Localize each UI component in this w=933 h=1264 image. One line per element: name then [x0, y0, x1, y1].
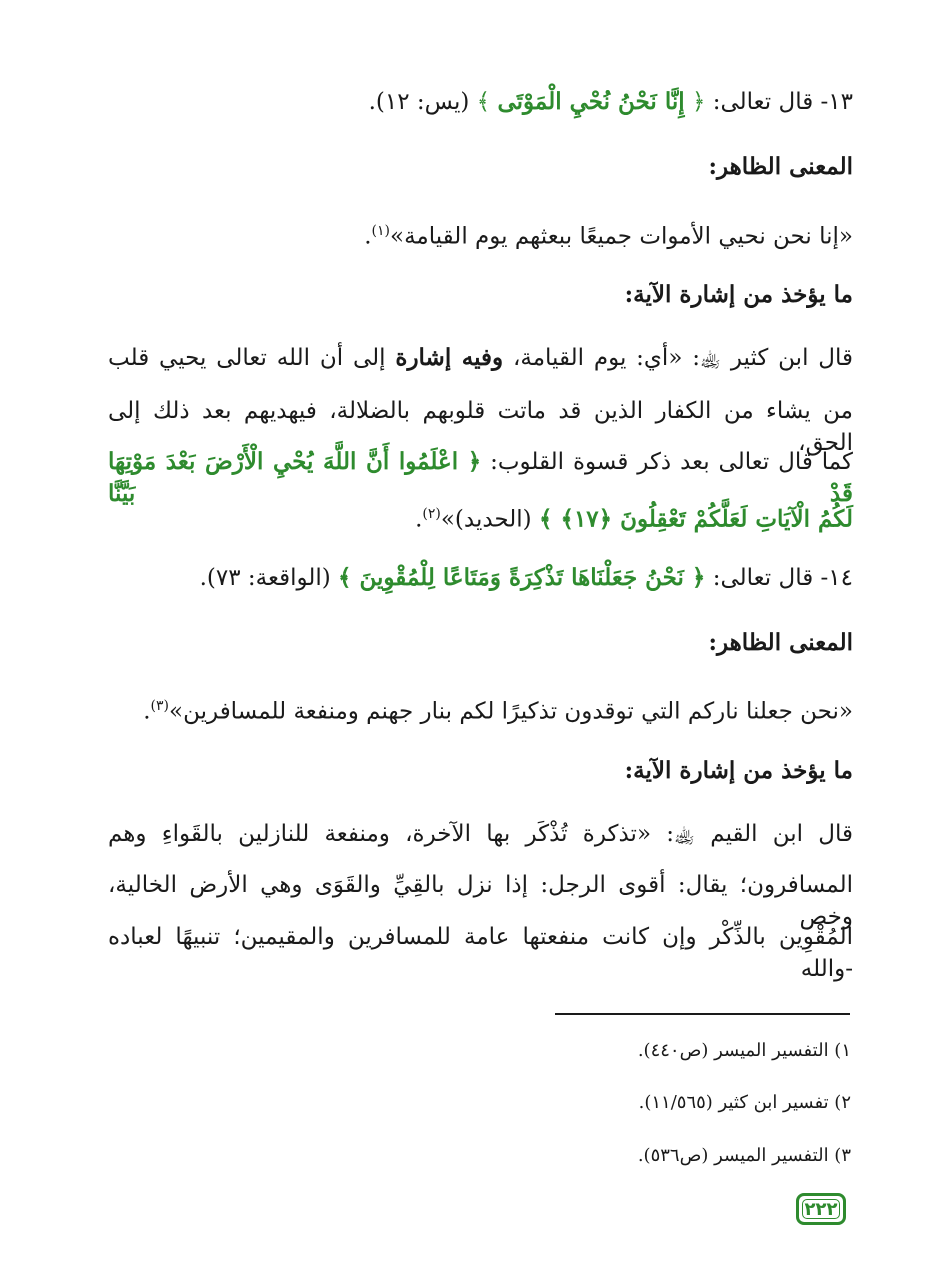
ayah-14-reference: (الواقعة: ٧٣). — [199, 565, 331, 591]
ayah-hadid-part-1: ﴿ اعْلَمُوا أَنَّ اللَّهَ يُحْيِ الْأَرْضَ بَعْدَ مَوْتِهَا قَدْ بَيَّنَّا — [108, 448, 853, 507]
meaning-2-text: «نحن جعلنا ناركم التي توقدون تذكيرًا لكم بنار جهنم ومنفعة للمسافرين» — [169, 698, 853, 725]
apparent-meaning-1 — [108, 215, 853, 253]
ibn-qayyim-line-3: المُقْوِين بالذِّكْر وإن كانت منفعتها عامة للمسافرين والمقيمين؛ تنبيهًا لعباده -والله — [108, 924, 853, 982]
heading-indication-2: ما يؤخذ من إشارة الآية: — [624, 757, 853, 784]
section-13-intro: ١٣- قال تعالى: — [712, 89, 853, 115]
ayah-close-bracket: ﴾ — [476, 89, 491, 115]
page-number-badge — [796, 1193, 846, 1225]
footnote-2: ٢) تفسير ابن كثير (١١/٥٦٥). — [638, 1092, 851, 1113]
section-14-intro: ١٤- قال تعالى: — [712, 565, 853, 591]
ibn-kathir-bold-phrase: وفيه إشارة — [395, 344, 504, 371]
footnote-ref-2: (٢) — [422, 506, 441, 522]
ibn-kathir-line-4 — [108, 498, 853, 536]
footnote-3: ٣) التفسير الميسر (ص٥٣٦). — [637, 1145, 851, 1166]
footnote-divider — [555, 1013, 850, 1015]
ayah-13-reference: (يس: ١٢). — [368, 89, 470, 115]
section-14-line — [108, 562, 853, 594]
section-13-line — [108, 86, 853, 118]
page-number: ٢٢٢ — [804, 1198, 838, 1220]
ibn-qayyim-line-2: المسافرون؛ يقال: أقوى الرجل: إذا نزل بالقِيِّ والقَوَى وهي الأرض الخالية، وخص — [108, 872, 853, 930]
ayah-hadid-reference: (الحديد)» — [440, 506, 532, 533]
ayah-hadid-part-2: لَكُمُ الْآيَاتِ لَعَلَّكُمْ تَعْقِلُونَ ﴿١٧﴾ ﴾ — [538, 505, 853, 533]
footnote-1: ١) التفسير الميسر (ص٤٤٠). — [637, 1040, 851, 1061]
footnote-ref-3: (٣) — [150, 698, 170, 714]
meaning-1-end: . — [364, 223, 372, 250]
heading-apparent-meaning-1: المعنى الظاهر: — [708, 153, 853, 180]
ibn-kathir-line-1-a: قال ابن كثير ﵀: «أي: يوم القيامة، — [512, 345, 854, 371]
heading-apparent-meaning-2: المعنى الظاهر: — [708, 629, 853, 656]
ibn-kathir-line-1-b: إلى أن الله تعالى يحيي قلب — [108, 345, 386, 371]
apparent-meaning-2 — [108, 690, 853, 728]
ibn-kathir-line-3-a: كما قال تعالى بعد ذكر قسوة القلوب: — [490, 449, 853, 475]
ibn-qayyim-line-1: قال ابن القيم ﵀: «تذكرة تُذْكَر بها الآخرة، ومنفعة للنازلين بالقَواءِ وهم — [108, 821, 853, 847]
meaning-1-text: «إنا نحن نحيي الأموات جميعًا ببعثهم يوم القيامة» — [390, 223, 853, 250]
ayah-14-text: ﴿ نَحْنُ جَعَلْنَاهَا تَذْكِرَةً وَمَتَاعًا لِلْمُقْوِينَ ﴾ — [338, 564, 706, 591]
ayah-open-bracket: ﴿ — [691, 89, 706, 115]
ayah-13-text: إِنَّا نَحْنُ نُحْيِ الْمَوْتَى — [497, 88, 685, 115]
footnote-ref-1: (١) — [371, 223, 390, 239]
heading-indication-1: ما يؤخذ من إشارة الآية: — [624, 281, 853, 308]
ibn-kathir-line-2: من يشاء من الكفار الذين قد ماتت قلوبهم بالضلالة، فيهديهم بعد ذلك إلى الحق، — [108, 398, 853, 456]
ibn-kathir-line-1 — [108, 342, 853, 374]
meaning-2-end: . — [143, 698, 151, 725]
ibn-kathir-end: . — [415, 506, 423, 533]
